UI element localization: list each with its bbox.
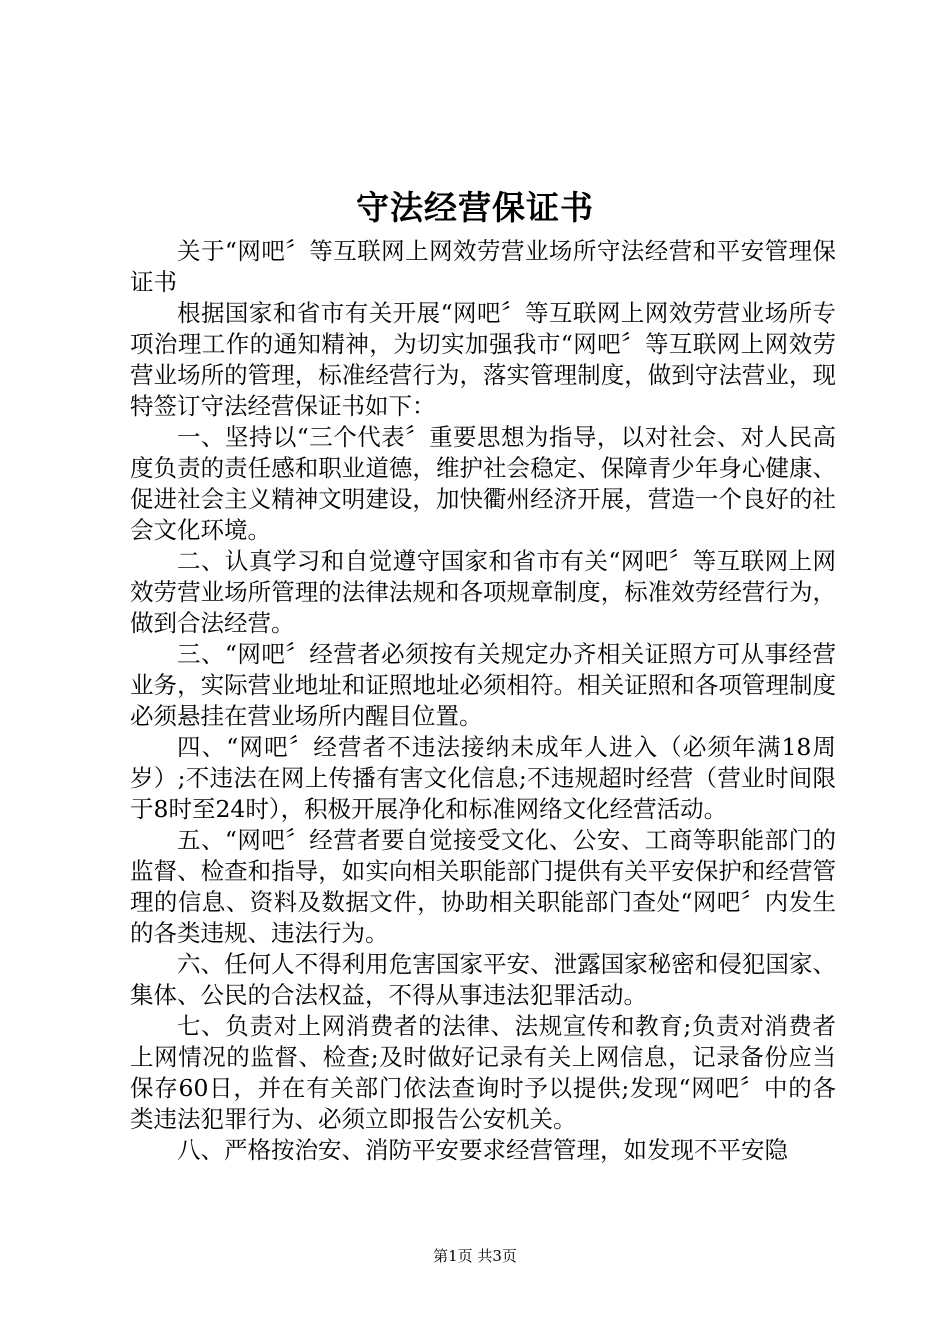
document-title: 守法经营保证书 [356,188,594,227]
paragraph-intro: 根据国家和省市有关开展“网吧〞等互联网上网效劳营业场所专项治理工作的通知精神，为切实加强我市“网吧〞等互联网上网效劳营业场所的管理，标准经营行为，落实管理制度，做到守法营业，现特签订守法经营保证书如下： [130,299,836,420]
paragraph-item-1: 一、坚持以“三个代表〞重要思想为指导，以对社会、对人民高度负责的责任感和职业道德，维护社会稳定、保障青少年身心健康、促进社会主义精神文明建设，加快衢州经济开展，营造一个良好的社会文化环境。 [130,423,836,544]
paragraph-item-5: 五、“网吧〞经营者要自觉接受文化、公安、工商等职能部门的监督、检查和指导，如实向相关职能部门提供有关平安保护和经营管理的信息、资料及数据文件，协助相关职能部门查处“网吧〞内发生的各类违规、违法行为。 [130,826,836,947]
page-number-footer: 第1页 共3页 [433,1247,517,1265]
paragraph-item-8: 八、严格按治安、消防平安要求经营管理，如发现不平安隐 [177,1136,788,1164]
paragraph-item-4: 四、“网吧〞经营者不违法接纳未成年人进入（必须年满18周岁）;不违法在网上传播有害文化信息;不违规超时经营（营业时间限于8时至24时），积极开展净化和标准网络文化经营活动。 [130,733,836,823]
paragraph-heading-line: 关于“网吧〞等互联网上网效劳营业场所守法经营和平安管理保证书 [130,237,836,296]
paragraph-item-3: 三、“网吧〞经营者必须按有关规定办齐相关证照方可从事经营业务，实际营业地址和证照地址必须相符。相关证照和各项管理制度必须悬挂在营业场所内醒目位置。 [130,640,836,730]
paragraph-item-2: 二、认真学习和自觉遵守国家和省市有关“网吧〞等互联网上网效劳营业场所管理的法律法规和各项规章制度，标准效劳经营行为，做到合法经营。 [130,547,836,637]
paragraph-item-7: 七、负责对上网消费者的法律、法规宣传和教育;负责对消费者上网情况的监督、检查;及时做好记录有关上网信息，记录备份应当保存60日，并在有关部门依法查询时予以提供;发现“网吧〞中的各类违法犯罪行为、必须立即报告公安机关。 [130,1012,836,1133]
paragraph-item-6: 六、任何人不得利用危害国家平安、泄露国家秘密和侵犯国家、集体、公民的合法权益，不得从事违法犯罪活动。 [130,950,836,1009]
document-body [130,236,836,1166]
